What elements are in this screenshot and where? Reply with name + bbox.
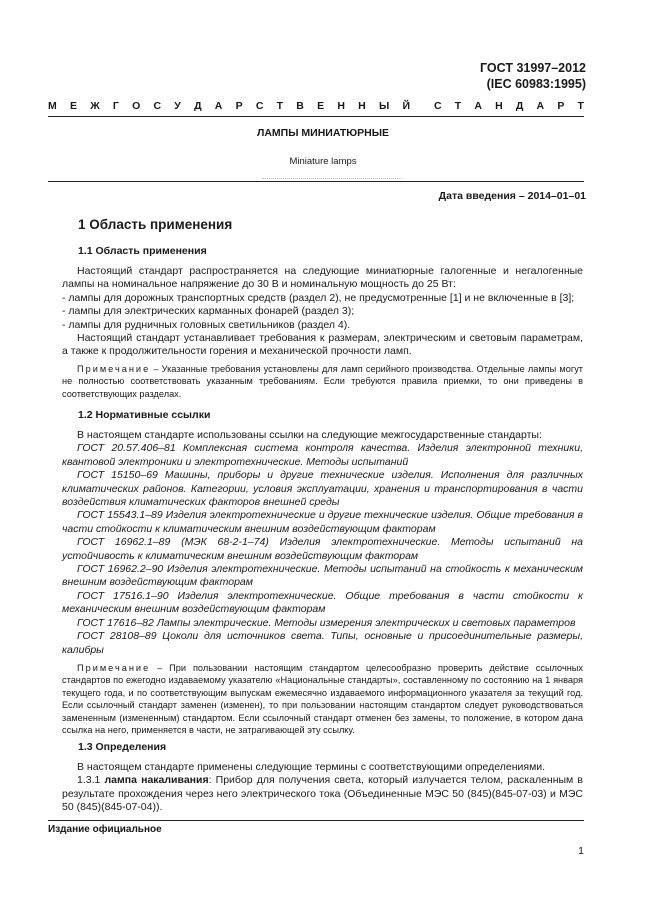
reference-item: ГОСТ 15543.1–89 Изделия электротехнические и другие технические изделия. Общие требования в части стойкости к климатическим внешним воздействующим факторам — [62, 509, 583, 535]
reference-item: ГОСТ 17616–82 Лампы электрические. Методы измерения электрических и световых параметров — [77, 616, 576, 629]
section-1-2-heading: 1.2 Нормативные ссылки — [78, 409, 211, 421]
section-1-1-body — [62, 265, 583, 359]
note-1-1 — [62, 363, 583, 400]
iec-code: (IEC 60983:1995) — [486, 77, 586, 91]
document-title: ЛАМПЫ МИНИАТЮРНЫЕ — [256, 127, 390, 139]
reference-item: ГОСТ 28108–89 Цоколи для источников света. Типы, основные и присоединительные размеры, калибры — [62, 630, 583, 656]
banner-word-interstate: М Е Ж Г О С У Д А Р С Т В Е Н Н Ы Й — [48, 100, 410, 112]
section-1-2-body — [62, 429, 583, 657]
scope-list-item: - лампы для электрических карманных фонарей (раздел 3); — [62, 305, 355, 318]
term-name: лампа накаливания — [104, 774, 209, 787]
scope-list-item: - лампы для дорожных транспортных средств (раздел 2), не предусмотренные [1] и не включенные в [3]; — [62, 291, 575, 304]
gost-code: ГОСТ 31997–2012 — [480, 61, 586, 75]
definition-item — [62, 774, 583, 814]
note-label: Примечание — [77, 364, 151, 374]
reference-item: ГОСТ 15150–69 Машины, приборы и другие технические изделия. Исполнения для различных климатических районов. Категории, условия эксплуатации, хранения и транспортирования в части воздействия климатических факторов внешней среды — [62, 469, 583, 509]
header-rule-top — [48, 116, 584, 117]
references-intro: В настоящем стандарте использованы ссылки на следующие межгосударственные стандарты: — [77, 429, 542, 441]
reference-item: ГОСТ 20.57.406–81 Комплексная система контроля качества. Изделия электронной техники, квантовой электроники и электротехнические. Методы испытаний — [62, 442, 583, 468]
section-1-3-heading: 1.3 Определения — [78, 741, 167, 753]
standard-banner — [48, 100, 584, 112]
document-subtitle: Miniature lamps — [289, 156, 357, 167]
note-text: – Указанные требования установлены для ламп серийного производства. Отдельные лампы могут не полностью соответствовать указанным требованиям. Если требуются правила приемки, то они приведены в соответствующих разделах. — [62, 364, 583, 399]
official-edition-label: Издание официальное — [48, 824, 162, 835]
reference-item: ГОСТ 17516.1–90 Изделия электротехнические. Общие требования в части стойкости к механическим внешним воздействующим факторам — [62, 589, 583, 616]
standard-number — [480, 60, 586, 92]
banner-word-standard: С Т А Н Д А Р Т — [434, 100, 584, 112]
page-number: 1 — [578, 845, 584, 857]
scope-paragraph: Настоящий стандарт распространяется на следующие миниатюрные галогенные и негалогенные лампы на номинальное напряжение до 30 В и номинальную мощность до 25 Вт: — [62, 265, 583, 291]
section-1-heading: 1 Область применения — [78, 217, 233, 232]
section-1-1-heading: 1.1 Область применения — [78, 245, 207, 257]
term-number: 1.3.1 — [77, 774, 105, 787]
introduction-date: Дата введения – 2014–01–01 — [438, 190, 586, 202]
section-1-3-body — [62, 761, 583, 815]
dotted-divider — [262, 178, 402, 179]
reference-item: ГОСТ 16962.1–89 (МЭК 68-2-1–74) Изделия электротехнические. Методы испытаний на устойчивость к климатическим внешним воздействующим факторам — [62, 536, 583, 562]
requirements-paragraph: Настоящий стандарт устанавливает требования к размерам, электрическим и световым параметрам, а также к продолжительности горения и механической прочности ламп. — [62, 332, 583, 358]
footer-rule — [48, 820, 584, 821]
note-label: Примечание — [77, 663, 151, 673]
reference-item: ГОСТ 16962.2–90 Изделия электротехнические. Методы испытаний на стойкость к механическим внешним воздействующим факторам — [62, 563, 583, 589]
note-text: – При пользовании настоящим стандартом целесообразно проверить действие ссылочных стандартов по ежегодно издаваемому указателю «Национальные стандарты», составленному по состоянию на 1 января текущего года, и по соответствующим выпускам ежемесячно издаваемого информационного указателя за текущий год. Если ссылочный стандарт заменен (изменен), то при пользовании настоящим стандартом следует руководствоваться замененным (измененным) стандартом. Если ссылочный стандарт отменен без замены, то положение, в котором дана ссылка на него, применяется в части, не затрагивающей эту ссылку. — [62, 663, 583, 736]
header-rule-bottom — [48, 181, 584, 182]
definitions-intro: В настоящем стандарте применены следующие термины с соответствующими определениями. — [77, 761, 546, 773]
note-1-2 — [62, 662, 583, 736]
term-definition: : Прибор для получения света, который излучается телом, раскаленным в результате прохождения через него электрического тока (Объединенные МЭС 50 (845)(845-07-03) и МЭС 50 (845)(845-07-04)). — [62, 774, 583, 814]
scope-list-item: - лампы для рудничных головных светильников (раздел 4). — [62, 318, 351, 331]
